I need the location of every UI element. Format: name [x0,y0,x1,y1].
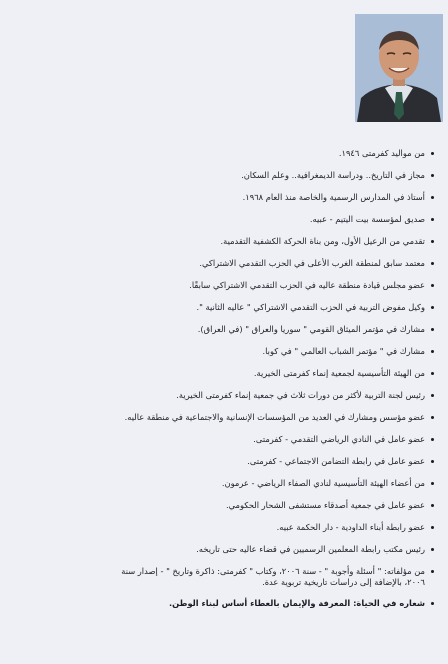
bio-item: عضو رابطة أبناء الداودية - دار الحكمة عبيه. [104,522,434,533]
bio-item: رئيس مكتب رابطة المعلمين الرسميين في قضاء عاليه حتى تاريخه. [104,544,434,555]
bio-item: عضو مؤسس ومشارك في العديد من المؤسسات الإنسانية والاجتماعية في منطقة عاليه. [104,412,434,423]
bio-item: من الهيئة التأسيسية لجمعية إنماء كفرمتى الخيرية. [104,368,434,379]
bio-item: رئيس لجنة التربية لأكثر من دورات ثلاث في جمعية إنماء كفرمتى الخيرية. [104,390,434,401]
bio-item: من مواليد كفرمتى ١٩٤٦. [104,148,434,159]
bio-item: وكيل مفوض التربية في الحزب التقدمي الاشتراكي " عاليه الثانية ". [104,302,434,313]
bio-motto: شعاره في الحياة: المعرفة والإيمان بالعطاء أساس لبناء الوطن. [104,598,434,609]
bio-item: مشارك في مؤتمر الميثاق القومي " سوريا والعراق " (في العراق). [104,324,434,335]
biography-list [104,148,434,620]
bio-item: أستاذ في المدارس الرسمية والخاصة منذ العام ١٩٦٨. [104,192,434,203]
bio-item: من أعضاء الهيئة التأسيسية لنادي الصفاء الرياضي - عرمون. [104,478,434,489]
bio-item: معتمد سابق لمنطقة الغرب الأعلى في الحزب التقدمي الاشتراكي. [104,258,434,269]
author-photo-image [355,14,443,122]
bio-item: مجاز في التاريخ.. ودراسة الديمغرافية.. وعلم السكان. [104,170,434,181]
bio-item: مشارك في " مؤتمر الشباب العالمي " في كوبا. [104,346,434,357]
bio-item: من مؤلفاته: " أسئلة وأجوبة " - سنة ٢٠٠٦، وكتاب " كفرمتى: ذاكرة وتاريخ " - إصدار سنة ٢٠٠٦، بالإضافة إلى دراسات تاريخية تربوية عدة. [104,566,434,588]
bio-item: عضو عامل في جمعية أصدقاء مستشفى الشحار الحكومي. [104,500,434,511]
bio-item: تقدمي من الرعيل الأول، ومن بناة الحركة الكشفية التقدمية. [104,236,434,247]
bio-item: عضو عامل في النادي الرياضي التقدمي - كفرمتى. [104,434,434,445]
bio-item: عضو عامل في رابطة التضامن الاجتماعي - كفرمتى. [104,456,434,467]
author-portrait [355,14,443,122]
bio-item: عضو مجلس قيادة منطقة عاليه في الحزب التقدمي الاشتراكي سابقًا. [104,280,434,291]
bio-item: صديق لمؤسسة بيت اليتيم - عبيه. [104,214,434,225]
